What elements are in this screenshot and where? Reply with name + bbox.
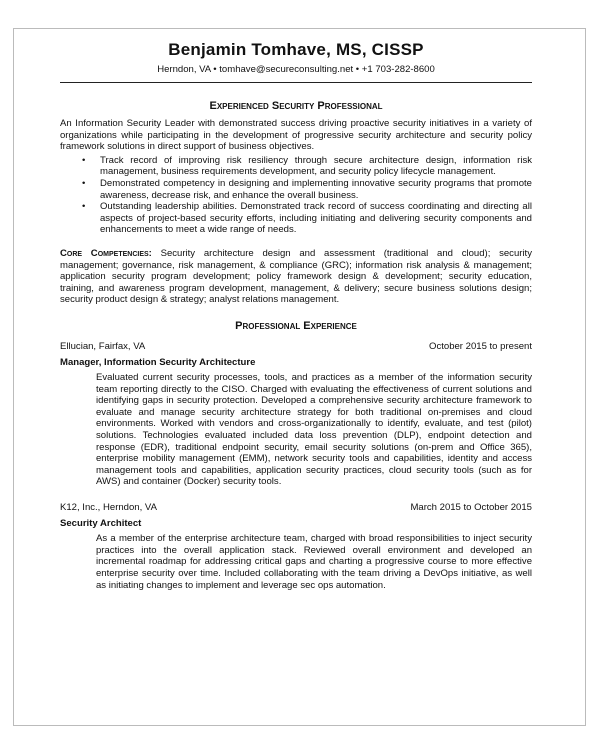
core-competencies-label: Core Competencies: bbox=[60, 247, 152, 259]
summary-bullet: • Track record of improving risk resiliency through secure architecture design, information risk management, business requirements development, and security policy lifecycle management. bbox=[100, 155, 532, 178]
job-entry-k12 bbox=[60, 502, 532, 591]
summary-bullet: • Outstanding leadership abilities. Demonstrated track record of success coordinating and directing all aspects of project-based security efforts, including initiating and delivering security components and enhancements to meet a wide range of needs. bbox=[100, 201, 532, 236]
summary-bullet: • Demonstrated competency in designing and implementing innovative security programs that promote awareness, decrease risk, and enhance the overall business. bbox=[100, 178, 532, 201]
job-dates: October 2015 to present bbox=[429, 340, 532, 352]
core-competencies bbox=[60, 248, 532, 306]
job-header bbox=[60, 502, 532, 514]
job-company: K12, Inc., Herndon, VA bbox=[60, 502, 157, 514]
resume-name: Benjamin Tomhave, MS, CISSP bbox=[168, 40, 424, 59]
job-entry-ellucian bbox=[60, 341, 532, 488]
job-header bbox=[60, 341, 532, 353]
job-role: Security Architect bbox=[60, 517, 142, 529]
experience-heading: Professional Experience bbox=[235, 319, 357, 332]
job-role: Manager, Information Security Architecture bbox=[60, 356, 256, 368]
summary-intro: An Information Security Leader with demonstrated success driving proactive security initiatives in a variety of organizations while participating in the development of progressive security architecture and security policy framework solutions in direct support of business objectives. bbox=[60, 118, 532, 153]
job-dates: March 2015 to October 2015 bbox=[410, 502, 532, 514]
contact-line: Herndon, VA • tomhave@secureconsulting.net • +1 703-282-8600 bbox=[60, 64, 532, 83]
summary-bullet-list bbox=[60, 155, 532, 236]
summary-heading: Experienced Security Professional bbox=[209, 100, 383, 112]
job-description: Evaluated current security processes, tools, and practices as a member of the information security team reporting directly to the CISO. Charged with evaluating the effectiveness of current solutions and identifying gaps in security protection. Developed a comprehensive security architecture framework to evaluate and manage security architecture strategy for both traditional on-premises and cloud environments. Worked with vendors and cross-organizationally to identify, evaluate, and test (pilot) solutions. Technologies evaluated included data loss prevention (DLP), endpoint detection and response (EDR), traditional endpoint security, email security solutions (on-prem and Office 365), enterprise mobility management (EMM), network security tools and capabilities, identity and access management tools and capabilities, application security practices, cloud security tools (such as for AWS) and container (Docker) security tools. bbox=[96, 372, 532, 488]
job-description: As a member of the enterprise architecture team, charged with broad responsibilities to inject security practices into the overall application stack. Reviewed overall environment and developed an incremental roadmap for addressing critical gaps and charting a progressive course to more effective enterprise security over time. Included collaborating with the team driving a DevOps initiative, as well as initiating changes to implement and leverage sec ops automation. bbox=[96, 533, 532, 591]
job-company: Ellucian, Fairfax, VA bbox=[60, 340, 146, 352]
resume-page bbox=[60, 40, 532, 591]
core-competencies-text: Security architecture design and assessment (traditional and cloud); security management; governance, risk management, & compliance (GRC); information risk analysis & management; application security program development; policy framework design & development; security education, training, and awareness program development, management, & delivery; secure business solutions design; security product design & strategy; analyst relations management. bbox=[60, 247, 532, 306]
